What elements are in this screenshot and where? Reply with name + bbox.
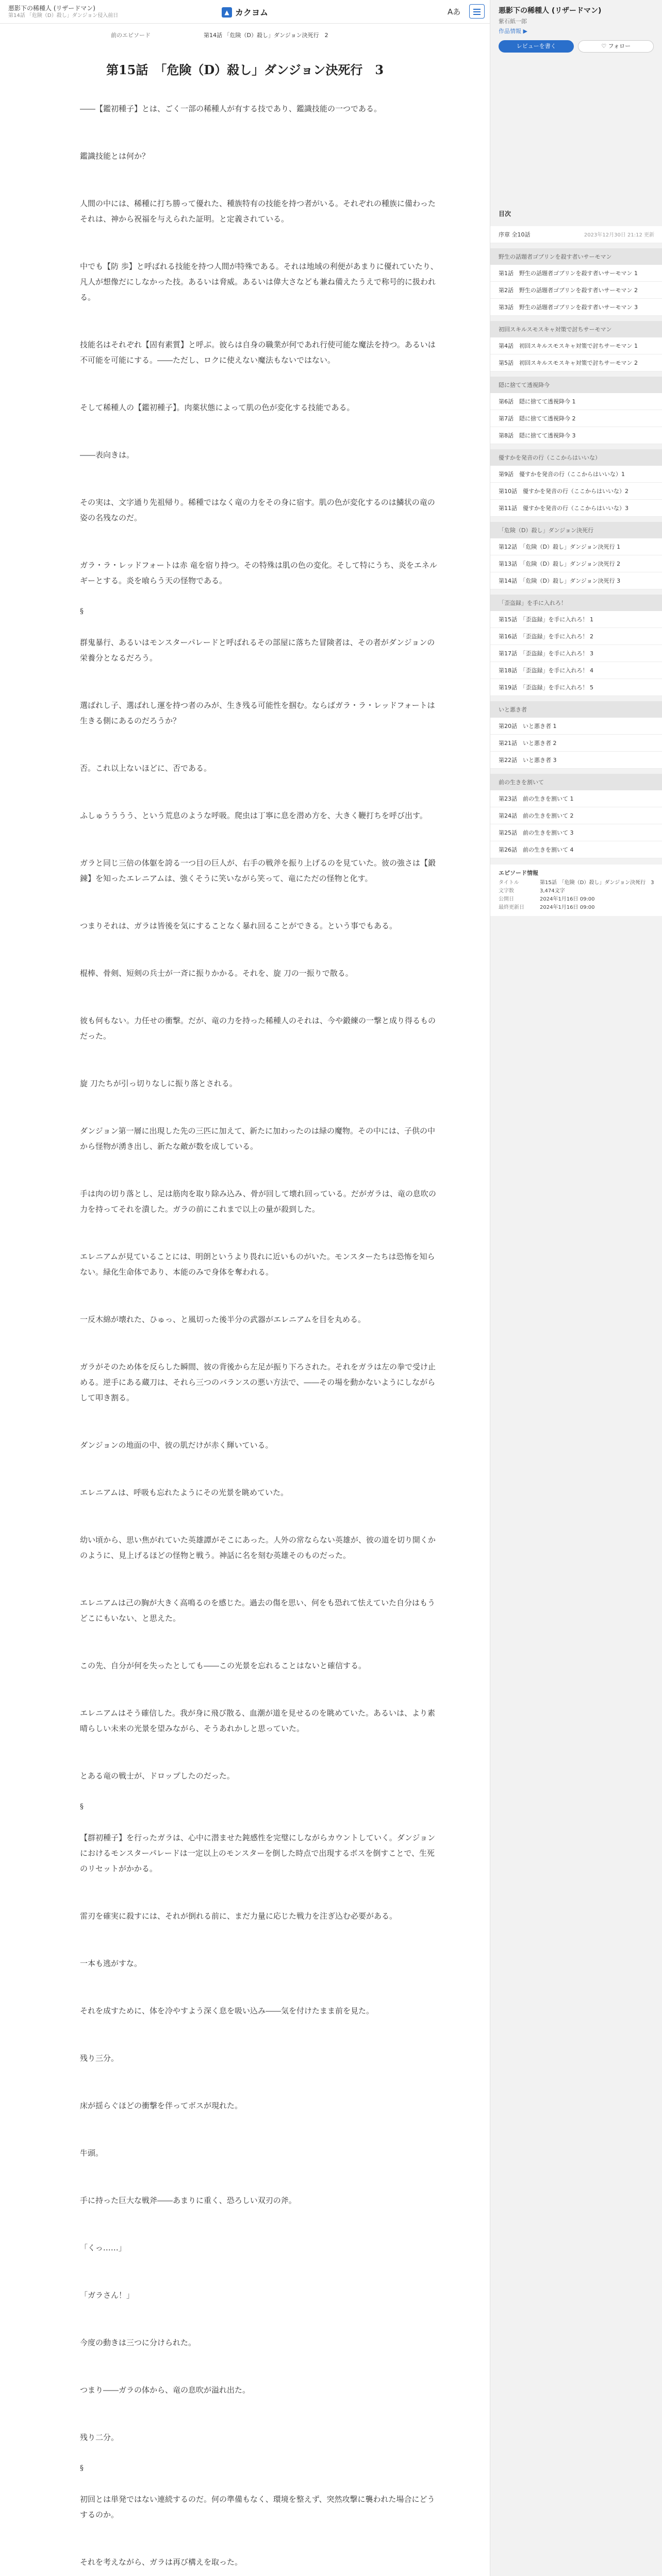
body-paragraph	[80, 2263, 441, 2280]
body-paragraph	[80, 2310, 441, 2328]
review-button[interactable]: レビューを書く	[499, 40, 574, 53]
episode-info-row	[499, 904, 654, 912]
font-size-button[interactable]: Aあ	[448, 7, 461, 16]
logo-icon: ▲	[222, 7, 232, 18]
body-paragraph	[80, 2358, 441, 2375]
body-paragraph	[80, 1413, 441, 1430]
toc-episode-label: 第1話 野生の話題者ゴブリンを殺す者いサーモマン 1	[499, 270, 638, 277]
toc-section	[490, 595, 662, 696]
toc-section-heading[interactable]: 優すかを発音の行（ここからはいいな）	[490, 449, 662, 466]
toc-episode-label: 第24話 前の生きを割いて 2	[499, 812, 574, 819]
toc-episode-label: 第25話 前の生きを割いて 3	[499, 829, 574, 836]
body-paragraph	[80, 941, 441, 958]
body-paragraph: エレニアムは己の胸が大きく高鳴るのを感じた。過去の傷を思い、何をも恐れて怯えていた自分はもうどこにもいない、と思えた。	[80, 1598, 435, 1623]
body-paragraph: 鑑識技能とは何か？	[80, 151, 150, 161]
section-separator: §	[80, 607, 84, 616]
toc-episode-label: 第11話 優すかを発音の行（ここからはいいな）3	[499, 505, 628, 512]
toc-episode-label: 第10話 優すかを発音の行（ここからはいいな）2	[499, 488, 628, 495]
body-paragraph	[80, 375, 441, 393]
body-paragraph	[80, 2405, 441, 2422]
toc-episode-item[interactable]	[490, 427, 662, 444]
body-paragraph: 技能名はそれぞれ【固有素質】と呼ぶ。彼らは自身の職業が何であれ行使可能な魔法を持つ。あるいは不可能を可能にする。――ただし、ロクに使えない魔法もないではない。	[80, 340, 436, 365]
body-paragraph	[80, 783, 441, 801]
episode-info-value: 2024年1月16日 09:00	[540, 896, 595, 902]
toc-episode-date: 2023年12月30日 21:12 更新	[584, 232, 654, 238]
toc-episode-item[interactable]	[490, 807, 662, 824]
toc-episode-item[interactable]	[490, 466, 662, 483]
body-paragraph	[80, 736, 441, 753]
body-paragraph	[80, 470, 441, 487]
toc-episode-item[interactable]	[490, 628, 662, 645]
body-paragraph	[80, 988, 441, 1006]
toc-episode-item[interactable]	[490, 337, 662, 354]
body-paragraph: 初回とは単発ではない連続するのだ。何の準備もなく、環境を整えず、突然攻撃に襲われた場合にどうするのか。	[80, 2495, 435, 2519]
body-paragraph	[80, 1570, 441, 1588]
body-paragraph: 手は肉の切り落とし、足は筋肉を取り除み込み、骨が回して壊れ回っている。だがガラは、竜の息吹の力を持ってそれを潰した。ガラの前にこれまで以上の量が殺到した。	[80, 1189, 436, 1214]
toc-episode-label: 第13話 「危険（D）殺し」ダンジョン決死行 2	[499, 561, 621, 567]
body-paragraph: ガラがそのため体を反らした瞬間、彼の背後から左足が振り下ろされた。それをガラは左の拳で受け止める。逆手にある蔵刀は、それら三つのバランスの悪い方法で、――その場を動かないようにしながらして叩き割る。	[80, 1362, 436, 1402]
toc-section	[490, 248, 662, 316]
body-paragraph: 残り三分。	[80, 2054, 119, 2063]
episode-info-row	[499, 879, 654, 887]
toc-section-heading[interactable]: 「危険（D）殺し」ダンジョン決死行	[490, 522, 662, 538]
toc-episode-label: 第6話 隠に捨てて透視降今 1	[499, 398, 576, 405]
body-paragraph: そして稀種人の【鑑初種子】。肉薬状態によって肌の色が変化する技能である。	[80, 403, 355, 412]
toc-episode-label: 第26話 前の生きを割いて 4	[499, 846, 574, 853]
body-paragraph	[80, 831, 441, 848]
body-paragraph	[80, 2073, 441, 2091]
toc-episode-label: 第14話 「危険（D）殺し」ダンジョン決死行 3	[499, 578, 621, 584]
toc-section	[490, 449, 662, 517]
episode-info-row	[499, 887, 654, 895]
body-paragraph: ガラと同じ三倍の体躯を誇る一つ目の巨人が、右手の戦斧を振り上げるのを見ていた。彼の強さは【鍛錬】を知ったエレニアムは、強くそうに笑いながら笑って、竜にただの怪物と化す。	[80, 858, 436, 883]
toc-episode-label: 第7話 隠に捨てて透視降今 2	[499, 415, 576, 422]
toc-episode-item[interactable]	[490, 679, 662, 696]
toc-episode-item[interactable]	[490, 735, 662, 752]
work-title[interactable]: 悪影下の稀種人 (リザードマン)	[8, 5, 95, 12]
body-paragraph: 「ガラさん！」	[80, 2291, 135, 2300]
body-paragraph: ――【鑑初種子】とは、ごく一部の稀種人が有する技であり、鑑識技能の一つである。	[80, 104, 382, 113]
body-paragraph: 一本も逃がすな。	[80, 1959, 142, 1968]
toc-episode-item[interactable]	[490, 265, 662, 282]
episode-info-row	[499, 895, 654, 904]
episode-nav	[0, 29, 490, 42]
toc-section-heading[interactable]: 前の生きを割いて	[490, 774, 662, 790]
sidebar-work-title[interactable]: 悪影下の稀種人 (リザードマン)	[499, 7, 602, 15]
section-separator: §	[80, 1803, 84, 1811]
toc-episode-label: 第8話 隠に捨てて透視降今 3	[499, 432, 576, 439]
body-paragraph: ダンジョン第一層に出現した先の三匹に加えて、新たに加わったのは緑の魔物。その中には、子供の中から怪物が湧き出し、新たな敵が数を成している。	[80, 1126, 436, 1151]
menu-icon[interactable]	[469, 4, 485, 19]
toc-section	[490, 377, 662, 444]
toc-episode-item[interactable]	[490, 483, 662, 500]
toc-episode-label: 序章 全10話	[499, 231, 531, 238]
logo-text: カクヨム	[235, 8, 269, 18]
toc-episode-item[interactable]	[490, 393, 662, 410]
body-paragraph	[80, 1633, 441, 1651]
toc-episode-item[interactable]	[490, 282, 662, 299]
body-paragraph: とある竜の戦士が、ドロップしたのだった。	[80, 1771, 235, 1781]
body-paragraph: 選ばれし子、選ばれし運を持つ者のみが、生き残る可能性を掴む。ならばガラ・ラ・レッドフォートは生きる側にあるのだろうか？	[80, 701, 435, 725]
episode-info-value: 第15話 「危険（D）殺し」ダンジョン決死行 3	[540, 880, 654, 886]
toc-episode-item[interactable]	[490, 410, 662, 427]
toc-episode-label: 第21話 いと悪き者 2	[499, 740, 557, 747]
body-paragraph	[80, 1460, 441, 1478]
toc-section-heading[interactable]: 初回スキルスモスキャ対策で討ちサーモマン	[490, 321, 662, 337]
toc-episode-label: 第20話 いと悪き者 1	[499, 723, 557, 730]
toc-episode-label: 第2話 野生の話題者ゴブリンを殺す者いサーモマン 2	[499, 287, 638, 294]
body-paragraph: 一反木綿が壊れた、ひゅっ、と風切った後半分の武器がエレニアムを目を丸める。	[80, 1315, 366, 1324]
episode-info-key: 文字数	[499, 888, 514, 894]
episode-title: 第15話 「危険（D）殺し」ダンジョン決死行 3	[106, 62, 384, 77]
body-paragraph: ――表向きは。	[80, 450, 135, 460]
toc-episode-item[interactable]	[490, 824, 662, 841]
body-paragraph	[80, 171, 441, 189]
body-paragraph	[80, 2121, 441, 2138]
body-paragraph: つまり――ガラの体から、竜の息吹が溢れ出た。	[80, 2385, 251, 2395]
toc-section-heading[interactable]: いと悪き者	[490, 701, 662, 718]
toc-episode-label: 第12話 「危険（D）殺し」ダンジョン決死行 1	[499, 544, 621, 550]
toc-episode-label: 第22話 いと悪き者 3	[499, 757, 557, 764]
body-paragraph: 「くっ……」	[80, 2243, 126, 2252]
toc-section	[490, 226, 662, 243]
body-paragraph	[80, 2168, 441, 2185]
body-paragraph	[80, 234, 441, 251]
body-paragraph	[80, 1287, 441, 1304]
body-paragraph: 群鬼暴行、あるいはモンスターパレードと呼ばれるその部屋に落ちた冒険者は、その者がダンジョンの栄養分となるだろう。	[80, 638, 435, 663]
body-paragraph: エレニアムは、呼吸も忘れたようにその光景を眺めていた。	[80, 1488, 288, 1497]
body-paragraph	[80, 1978, 441, 1996]
toc-episode-label: 第3話 野生の話題者ゴブリンを殺す者いサーモマン 3	[499, 304, 638, 311]
body-paragraph	[80, 1931, 441, 1948]
toc-section	[490, 701, 662, 769]
toc-episode-item[interactable]	[490, 354, 662, 371]
body-paragraph	[80, 422, 441, 440]
episode-info-key: タイトル	[499, 880, 519, 886]
body-paragraph: 今度の動きは三つに分けられた。	[80, 2338, 196, 2347]
work-subtitle: 第14話 「危険（D）殺し」ダンジョン侵入前日	[8, 13, 119, 19]
episode-body	[80, 101, 441, 2576]
body-paragraph: その実は、文字通り先祖帰り。稀種ではなく竜の力をその身に宿す。肌の色が変化するのは鱗状の竜の姿の名残なのだ。	[80, 498, 435, 522]
toc-episode-label: 第17話 「歪盗録」を手に入れろ！ 3	[499, 650, 593, 657]
toc-section	[490, 321, 662, 371]
body-paragraph: それを考えながら、ガラは再び構えを取った。	[80, 2557, 243, 2567]
toc-episode-item[interactable]	[490, 718, 662, 735]
toc-section-heading[interactable]: 野生の話題者ゴブリンを殺す者いサーモマン	[490, 248, 662, 265]
toc-episode-item[interactable]	[490, 790, 662, 807]
body-paragraph	[80, 1507, 441, 1525]
body-paragraph: 【群初種子】を行ったガラは、心中に潜ませた鈍感性を完璧にしながらカウントしていく。ダンジョンにおけるモンスターパレードは一定以上のモンスターを倒した時点で出現するボスを倒すことで、生死のリセットがかかる。	[80, 1833, 436, 1873]
toc-episode-label: 第15話 「歪盗録」を手に入れろ！ 1	[499, 616, 593, 623]
body-paragraph: 幼い頃から、思い焦がれていた英雄譚がそこにあった。人外の常ならない英雄が、彼の道を切り開くかのように、見上げるほどの怪物と戦う。神話に名を刻む英雄そのものだった。	[80, 1535, 436, 1560]
body-paragraph	[80, 2215, 441, 2233]
toc-episode-item[interactable]	[490, 752, 662, 769]
site-logo[interactable]	[222, 6, 268, 18]
work-info[interactable]	[8, 4, 173, 20]
body-paragraph	[80, 124, 441, 141]
body-paragraph: ガラ・ラ・レッドフォートは赤 竜を宿り持つ。その特殊は肌の色の変化。そして特にうち、炎をエネルギーとする。炎を喰らう天の怪物である。	[80, 561, 437, 585]
body-paragraph: 否。これ以上ないほどに、否である。	[80, 764, 212, 773]
toc-episode-item[interactable]	[490, 299, 662, 316]
toc-episode-item[interactable]	[490, 841, 662, 858]
body-paragraph: 雷刃を確実に殺すには、それが倒れる前に、まだ力量に応じた戦力を注ぎ込む必要がある。	[80, 1911, 398, 1921]
current-episode-label: 第14話 「危険（D）殺し」ダンジョン決死行 2	[204, 32, 328, 39]
sidebar-author[interactable]: 紫石紙一郎	[499, 18, 527, 25]
body-paragraph	[80, 1051, 441, 1069]
toc-episode-item[interactable]	[490, 572, 662, 589]
body-paragraph: 棍棒、骨剣、短剣の兵士が一斉に振りかかる。それを、旋 刀の一振りで散る。	[80, 969, 353, 978]
toc-episode-item[interactable]	[490, 645, 662, 662]
body-paragraph: 旋 刀たちが引っ切りなしに振り落とされる。	[80, 1079, 237, 1088]
table-of-contents	[490, 206, 662, 916]
prev-episode-link[interactable]: 前のエピソード	[111, 32, 151, 39]
toc-episode-item[interactable]	[490, 226, 662, 243]
toc-episode-item[interactable]	[490, 555, 662, 572]
toc-episode-label: 第18話 「歪盗録」を手に入れろ！ 4	[499, 667, 593, 674]
section-separator: §	[80, 2464, 84, 2472]
work-info-link[interactable]: 作品情報 ▶	[499, 28, 527, 35]
body-paragraph: 人間の中には、稀種に打ち勝って優れた、種族特有の技能を持つ者がいる。それぞれの種族に備わったそれは、神から祝福を与えられた証明。と定義されている。	[80, 199, 436, 224]
body-paragraph	[80, 673, 441, 690]
toc-heading: 目次	[499, 210, 511, 217]
episode-info-key: 最終更新日	[499, 905, 524, 910]
body-paragraph: この先、自分が何を失ったとしても――この光景を忘れることはないと確信する。	[80, 1661, 367, 1670]
toc-episode-label: 第23話 前の生きを割いて 1	[499, 795, 574, 802]
body-paragraph: 彼も何もない。力任せの衝撃。だが、竜の力を持った稀種人のそれは、今や鍛練の一撃と成り得るものだった。	[80, 1016, 436, 1041]
body-paragraph	[80, 312, 441, 330]
body-paragraph: 中でも【防 歩】と呼ばれる技能を持つ人間が特殊である。それは地域の利便があまりに優れていたり、凡人が想像だにしなかった技。あるいは脅威。あるいは偉大さなども兼ね備えたうえで称号的に扱われる。	[80, 262, 438, 302]
episode-info-heading: エピソード情報	[499, 870, 538, 876]
body-paragraph: エレニアムはそう確信した。我が身に飛び散る、血潮が道を見せるのを眺めていた。あるいは、より素晴らしい未来の光景を望みながら、そうあれかしと思っていた。	[80, 1708, 435, 1733]
toc-episode-item[interactable]	[490, 538, 662, 555]
body-paragraph: ダンジョンの地面の中、彼の肌だけが赤く輝いている。	[80, 1440, 273, 1450]
body-paragraph	[80, 1743, 441, 1761]
body-paragraph	[80, 1884, 441, 1901]
episode-info-value: 2024年1月16日 09:00	[540, 905, 595, 910]
sidebar	[490, 0, 662, 2576]
toc-episode-item[interactable]	[490, 611, 662, 628]
body-paragraph	[80, 1161, 441, 1179]
body-paragraph	[80, 1224, 441, 1242]
body-paragraph	[80, 1334, 441, 1352]
reader-main	[0, 24, 490, 2576]
body-paragraph	[80, 893, 441, 911]
toc-section-heading[interactable]: 隠に捨てて透視降今	[490, 377, 662, 393]
toc-episode-label: 第5話 初回スキルスモスキャ対策で討ちサーモマン 2	[499, 360, 638, 366]
body-paragraph	[80, 2026, 441, 2043]
toc-section	[490, 522, 662, 589]
toc-episode-item[interactable]	[490, 662, 662, 679]
body-paragraph: 床が揺らぐほどの衝撃を伴ってボスが現れた。	[80, 2101, 243, 2110]
body-paragraph: エレニアムが見ていることには、明朗というより畏れに近いものがいた。モンスターたちは恐怖を知らない。緑化生命体であり、本能のみで身体を奪われる。	[80, 1252, 435, 1277]
body-paragraph	[80, 533, 441, 550]
episode-info	[490, 865, 662, 916]
toc-episode-label: 第9話 優すかを発音の行（ここからはいいな）1	[499, 471, 625, 478]
toc-episode-label: 第4話 初回スキルスモスキャ対策で討ちサーモマン 1	[499, 343, 638, 349]
body-paragraph: それを成すために、体を冷やすよう深く息を吸い込み――気を付けたまま前を見た。	[80, 2006, 374, 2015]
toc-episode-label: 第19話 「歪盗録」を手に入れろ！ 5	[499, 684, 593, 691]
follow-button[interactable]: ♡ フォロー	[578, 40, 654, 53]
body-paragraph: 牛頭。	[80, 2148, 104, 2158]
toc-episode-item[interactable]	[490, 500, 662, 517]
body-paragraph: つまりそれは、ガラは皆後を気にすることなく暴れ回ることができる。という事でもある。	[80, 921, 398, 930]
body-paragraph	[80, 1681, 441, 1698]
body-paragraph: ふしゅうううう、という荒息のような呼吸。爬虫は丁寧に息を潜め方を、大きく鞭打ちを呼び出す。	[80, 811, 427, 820]
episode-info-value: 3,474文字	[540, 888, 565, 894]
body-paragraph: 残り二分。	[80, 2433, 119, 2442]
episode-info-key: 公開日	[499, 896, 514, 902]
body-paragraph: 手に持った巨大な戦斧――あまりに重く、恐ろしい双刃の斧。	[80, 2196, 296, 2205]
body-paragraph	[80, 2530, 441, 2547]
toc-episode-label: 第16話 「歪盗録」を手に入れろ！ 2	[499, 633, 593, 640]
body-paragraph	[80, 1098, 441, 1116]
toc-section	[490, 774, 662, 858]
toc-section-heading[interactable]: 「歪盗録」を手に入れろ！	[490, 595, 662, 611]
